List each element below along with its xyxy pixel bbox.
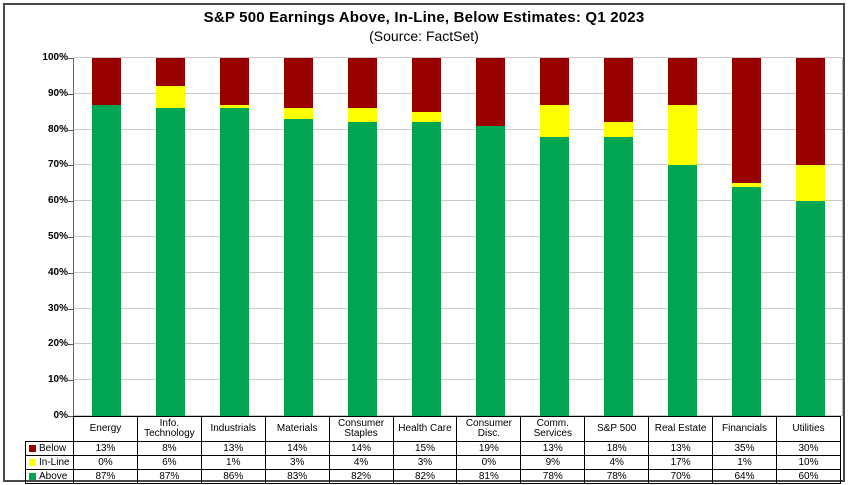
bar-segment-in-line xyxy=(604,122,633,136)
chart-title: S&P 500 Earnings Above, In-Line, Below Estimates: Q1 2023 xyxy=(203,9,645,26)
bar-segment-above xyxy=(156,108,185,416)
category-header-industrials: Industrials xyxy=(201,417,265,442)
bar-segment-in-line xyxy=(412,112,441,123)
above-swatch-icon xyxy=(29,473,36,480)
bar-segment-above xyxy=(796,201,825,416)
bar-segment-below xyxy=(156,58,185,86)
bar-segment-below xyxy=(92,58,121,105)
y-axis-tick xyxy=(68,273,73,274)
value-cell-below-health-care: 15% xyxy=(393,442,457,456)
stacked-bar-consumer-disc xyxy=(476,58,505,416)
bar-segment-below xyxy=(220,58,249,105)
y-axis-tick-label: 100% xyxy=(42,52,68,63)
bar-column-industrials xyxy=(202,58,266,416)
value-cell-above-consumer-staples: 82% xyxy=(329,470,393,484)
stacked-bar-energy xyxy=(92,58,121,416)
value-cell-in-line-energy: 0% xyxy=(74,456,138,470)
stacked-bar-industrials xyxy=(220,58,249,416)
value-cell-below-industrials: 13% xyxy=(201,442,265,456)
value-cell-in-line-s-p-500: 4% xyxy=(585,456,649,470)
bar-segment-above xyxy=(668,165,697,416)
bar-segment-above xyxy=(476,126,505,416)
bar-column-info-technology xyxy=(138,58,202,416)
stacked-bar-comm-services xyxy=(540,58,569,416)
y-axis-tick-label: 80% xyxy=(47,123,68,135)
value-cell-in-line-industrials: 1% xyxy=(201,456,265,470)
y-axis-tick xyxy=(68,201,73,202)
y-axis-tick-label: 30% xyxy=(47,302,68,314)
legend-key-above xyxy=(26,470,74,484)
stacked-bar-consumer-staples xyxy=(348,58,377,416)
value-cell-below-s-p-500: 18% xyxy=(585,442,649,456)
value-cell-in-line-financials: 1% xyxy=(713,456,777,470)
value-cell-below-energy: 13% xyxy=(74,442,138,456)
value-cell-below-comm-services: 13% xyxy=(521,442,585,456)
bar-column-health-care xyxy=(394,58,458,416)
value-cell-in-line-consumer-staples: 4% xyxy=(329,456,393,470)
bar-column-utilities xyxy=(778,58,842,416)
y-axis-tick xyxy=(68,344,73,345)
category-header-consumer-disc: Consumer Disc. xyxy=(457,417,521,442)
category-header-materials: Materials xyxy=(265,417,329,442)
data-table xyxy=(25,416,841,484)
value-cell-above-real-estate: 70% xyxy=(649,470,713,484)
category-header-consumer-staples: Consumer Staples xyxy=(329,417,393,442)
legend-label-above: Above xyxy=(39,471,68,482)
stacked-bar-utilities xyxy=(796,58,825,416)
bar-column-s-p-500 xyxy=(586,58,650,416)
value-cell-below-materials: 14% xyxy=(265,442,329,456)
value-cell-below-info-technology: 8% xyxy=(137,442,201,456)
category-header-financials: Financials xyxy=(713,417,777,442)
legend-label-in-line: In-Line xyxy=(39,457,70,468)
bar-segment-below xyxy=(668,58,697,105)
bar-segment-above xyxy=(732,187,761,416)
y-axis-tick-label: 50% xyxy=(47,231,68,242)
stacked-bar-info-technology xyxy=(156,58,185,416)
y-axis-tick xyxy=(68,130,73,131)
value-cell-above-consumer-disc: 81% xyxy=(457,470,521,484)
category-header-energy: Energy xyxy=(74,417,138,442)
stacked-bar-real-estate xyxy=(668,58,697,416)
value-cell-above-health-care: 82% xyxy=(393,470,457,484)
category-header-health-care: Health Care xyxy=(393,417,457,442)
y-axis-tick-label: 60% xyxy=(47,195,68,207)
category-header-row xyxy=(26,417,841,442)
y-axis-tick xyxy=(68,58,73,59)
value-cell-below-consumer-disc: 19% xyxy=(457,442,521,456)
bar-segment-above xyxy=(540,137,569,416)
y-axis-tick xyxy=(68,165,73,166)
y-axis-tick xyxy=(68,237,73,238)
bar-segment-above xyxy=(284,119,313,416)
value-cell-in-line-info-technology: 6% xyxy=(137,456,201,470)
bar-segment-in-line xyxy=(156,86,185,107)
bar-segment-above xyxy=(412,122,441,416)
value-cell-above-s-p-500: 78% xyxy=(585,470,649,484)
bar-segment-below xyxy=(284,58,313,108)
y-axis-tick xyxy=(68,94,73,95)
stacked-bar-materials xyxy=(284,58,313,416)
bar-segment-in-line xyxy=(796,165,825,201)
value-cell-in-line-real-estate: 17% xyxy=(649,456,713,470)
chart-subtitle: (Source: FactSet) xyxy=(369,28,479,44)
bar-segment-above xyxy=(92,105,121,416)
value-cell-in-line-health-care: 3% xyxy=(393,456,457,470)
bar-segment-in-line xyxy=(284,108,313,119)
value-cell-in-line-consumer-disc: 0% xyxy=(457,456,521,470)
in-line-swatch-icon xyxy=(29,459,36,466)
below-swatch-icon xyxy=(29,445,36,452)
legend-key-below xyxy=(26,442,74,456)
bar-segment-in-line xyxy=(348,108,377,122)
value-cell-above-comm-services: 78% xyxy=(521,470,585,484)
bar-segment-above xyxy=(348,122,377,416)
bar-segment-above xyxy=(220,108,249,416)
value-cell-below-utilities: 30% xyxy=(776,442,840,456)
y-axis-tick-label: 20% xyxy=(47,338,68,350)
category-header-info-technology: Info. Technology xyxy=(137,417,201,442)
y-axis-tick-label: 40% xyxy=(47,266,68,278)
legend-label-below: Below xyxy=(39,443,67,454)
y-axis-tick-label: 10% xyxy=(47,374,68,386)
bar-segment-in-line xyxy=(540,105,569,137)
table-corner-cell xyxy=(26,417,74,442)
bar-segment-in-line xyxy=(668,105,697,166)
category-header-real-estate: Real Estate xyxy=(649,417,713,442)
bar-column-comm-services xyxy=(522,58,586,416)
value-cell-above-financials: 64% xyxy=(713,470,777,484)
plot-area xyxy=(73,58,843,416)
y-axis-tick-label: 0% xyxy=(53,410,68,421)
legend-key-in-line xyxy=(26,456,74,470)
value-cell-in-line-comm-services: 9% xyxy=(521,456,585,470)
table-row-below xyxy=(26,442,841,456)
value-cell-below-real-estate: 13% xyxy=(649,442,713,456)
category-header-s-p-500: S&P 500 xyxy=(585,417,649,442)
table-row-above xyxy=(26,470,841,484)
stacked-bar-s-p-500 xyxy=(604,58,633,416)
bar-column-consumer-disc xyxy=(458,58,522,416)
value-cell-below-financials: 35% xyxy=(713,442,777,456)
value-cell-above-utilities: 60% xyxy=(776,470,840,484)
value-cell-below-consumer-staples: 14% xyxy=(329,442,393,456)
bar-column-financials xyxy=(714,58,778,416)
value-cell-in-line-materials: 3% xyxy=(265,456,329,470)
y-axis-tick xyxy=(68,380,73,381)
bar-column-real-estate xyxy=(650,58,714,416)
bar-segment-below xyxy=(540,58,569,105)
y-axis-tick xyxy=(68,309,73,310)
category-header-comm-services: Comm. Services xyxy=(521,417,585,442)
value-cell-above-energy: 87% xyxy=(74,470,138,484)
y-axis-tick-label: 70% xyxy=(47,159,68,171)
category-header-utilities: Utilities xyxy=(776,417,840,442)
bar-segment-below xyxy=(604,58,633,122)
value-cell-above-materials: 83% xyxy=(265,470,329,484)
bar-segment-above xyxy=(604,137,633,416)
value-cell-above-info-technology: 87% xyxy=(137,470,201,484)
bar-segment-below xyxy=(796,58,825,165)
bar-segment-below xyxy=(412,58,441,112)
stacked-bar-health-care xyxy=(412,58,441,416)
bar-column-consumer-staples xyxy=(330,58,394,416)
bar-segment-below xyxy=(732,58,761,183)
value-cell-above-industrials: 86% xyxy=(201,470,265,484)
stacked-bar-financials xyxy=(732,58,761,416)
y-axis-tick-label: 90% xyxy=(47,87,68,99)
bar-segment-below xyxy=(476,58,505,126)
value-cell-in-line-utilities: 10% xyxy=(776,456,840,470)
table-row-in-line xyxy=(26,456,841,470)
bar-column-energy xyxy=(74,58,138,416)
bar-column-materials xyxy=(266,58,330,416)
bar-segment-below xyxy=(348,58,377,108)
